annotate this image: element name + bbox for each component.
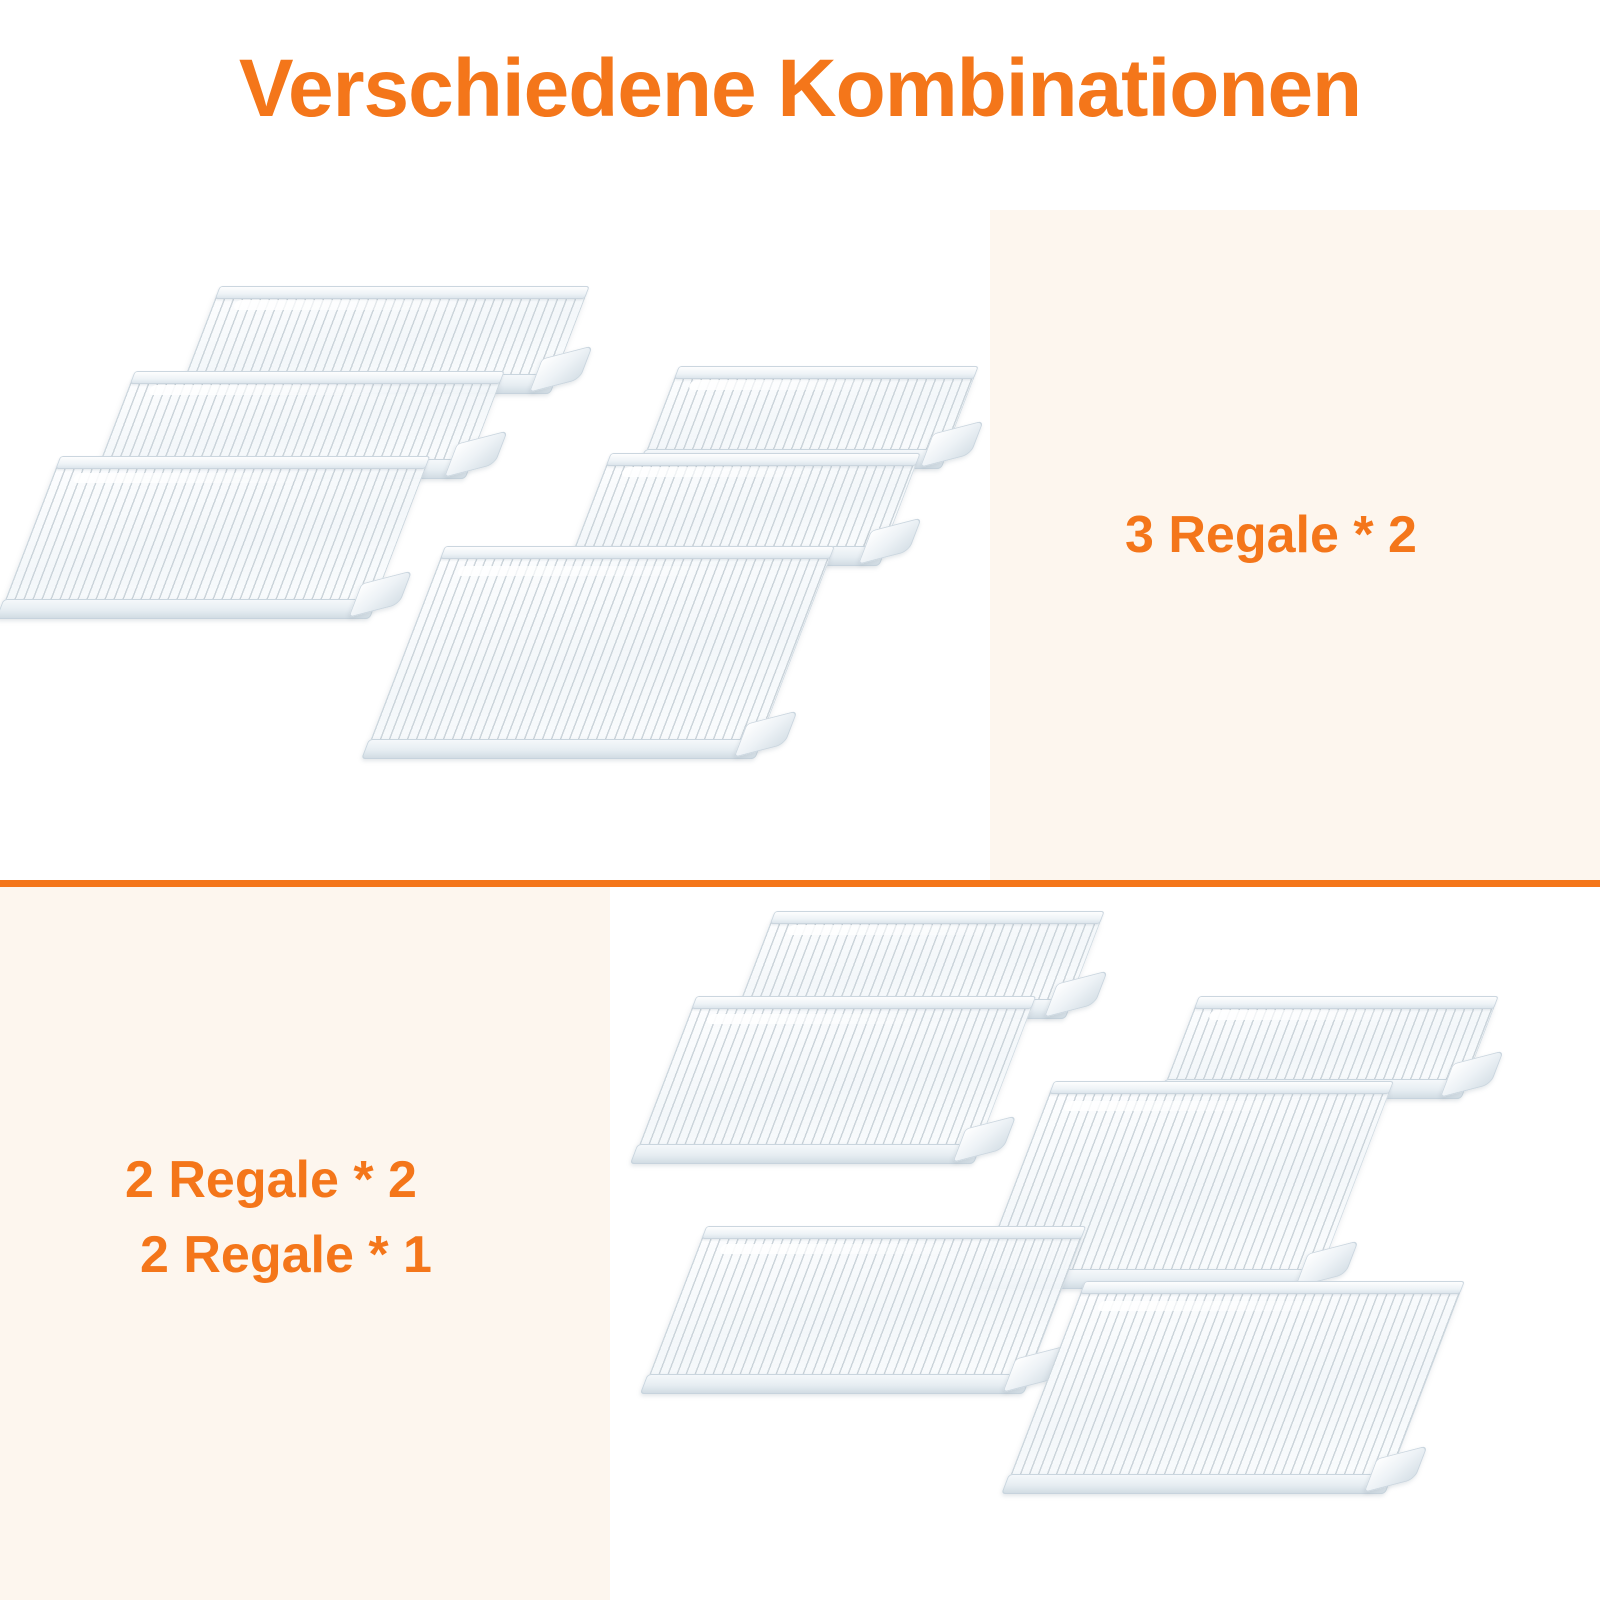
shelf-item [99,380,502,465]
shelf-top-edge [1049,1081,1394,1094]
shelf-gloss [1208,1010,1392,1020]
shelf-top-edge [55,456,430,469]
shelf-top-edge [701,1226,1086,1239]
shelf-gloss [72,473,298,483]
shelf-surface [1009,1290,1462,1480]
shelf-item [739,920,1102,1005]
shelf-top-edge [1194,996,1499,1009]
shelf-bottom-edge [630,1144,982,1164]
shelf-top-edge [674,366,979,379]
shelf-gloss [706,1014,914,1024]
shelf-gloss [1096,1301,1328,1311]
label-bottom-combination-1: 2 Regale * 2 [125,1151,417,1209]
shelf-gloss [620,467,810,477]
section-divider [0,880,1600,887]
shelf-gloss [785,925,987,935]
shelf-gloss [718,1244,950,1254]
shelf-gloss [1063,1101,1271,1111]
shelf-bottom-edge [361,739,763,759]
shelf-top-edge [770,911,1105,924]
shelf-gloss [148,385,374,395]
label-bottom-combination-2: 2 Regale * 1 [140,1226,432,1284]
shelf-item [637,1005,1033,1150]
shelf-top-edge [130,371,505,384]
shelf-item [184,295,587,380]
shelf-item [3,465,427,605]
shelf-bottom-edge [1001,1474,1393,1494]
shelf-top-edge [606,453,921,466]
shelf-item [645,375,976,455]
shelf-top-edge [1080,1281,1465,1294]
shelf-top-edge [691,996,1036,1009]
label-top-combination: 3 Regale * 2 [1125,506,1417,564]
shelf-item [1009,1290,1462,1480]
shelf-item [647,1235,1083,1380]
shelf-item [1165,1005,1496,1085]
shelf-top-edge [215,286,590,299]
shelf-top-edge [440,546,835,559]
shelf-gloss [457,566,695,576]
shelf-bottom-edge [640,1374,1032,1394]
page-title: Verschiedene Kombinationen [238,43,1362,134]
shelf-item [369,555,832,745]
shelf-bottom-edge [0,599,377,619]
shelf-surface [369,555,832,745]
shelf-gloss [688,380,872,390]
shelf-item [573,462,918,552]
shelf-gloss [233,300,459,310]
